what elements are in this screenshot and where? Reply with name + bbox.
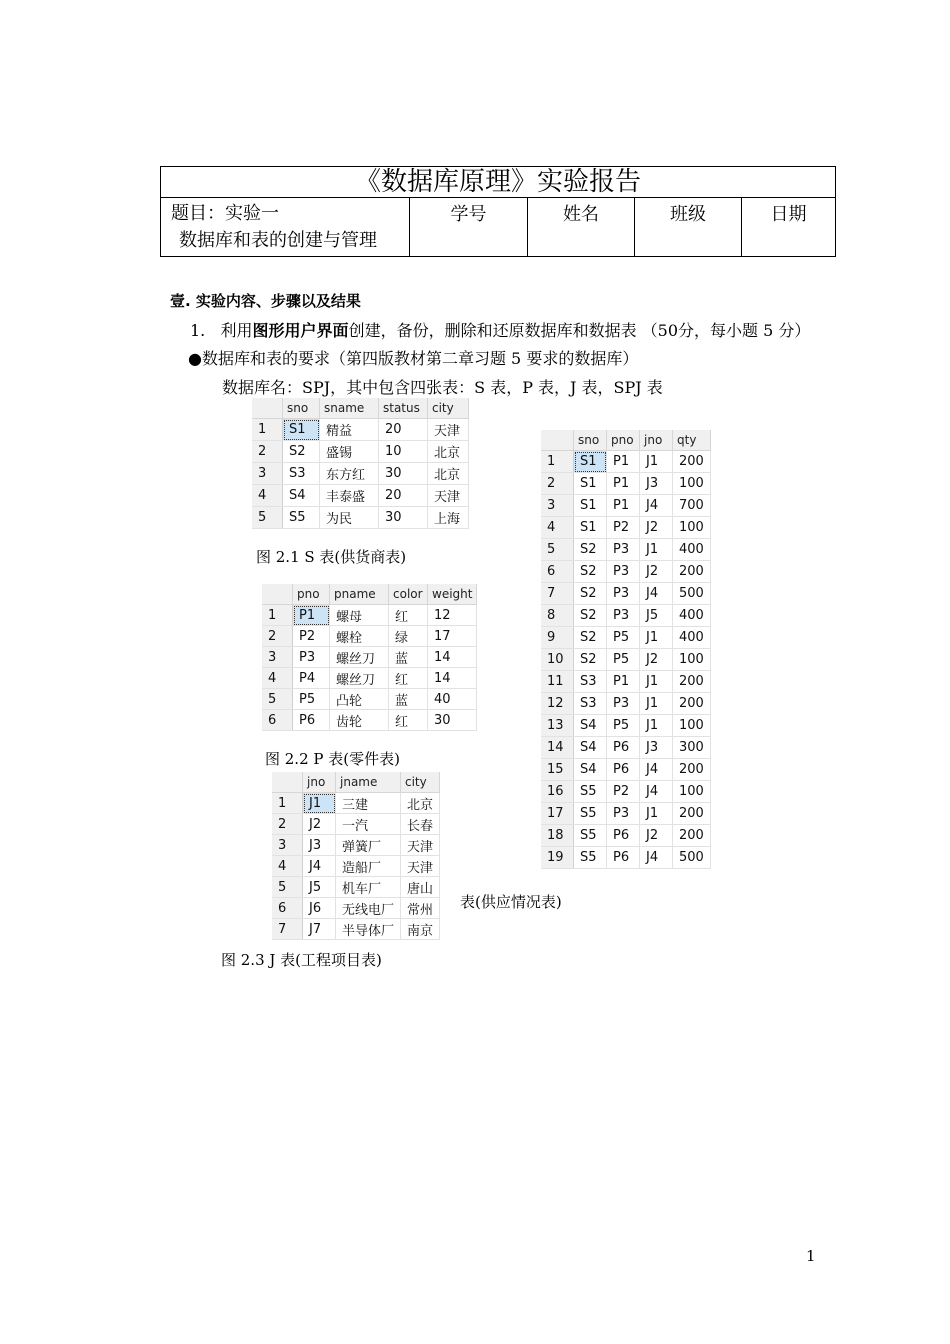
table-cell[interactable]: J5 <box>303 877 336 898</box>
table-cell[interactable]: S4 <box>574 759 607 781</box>
table-cell[interactable]: 红 <box>389 605 428 626</box>
table-cell[interactable]: S4 <box>283 485 320 507</box>
row-number[interactable]: 4 <box>252 485 283 507</box>
column-header-jno[interactable]: jno <box>640 430 673 451</box>
table-cell[interactable]: S5 <box>574 825 607 847</box>
row-number[interactable]: 15 <box>541 759 574 781</box>
table-cell[interactable]: 14 <box>428 647 477 668</box>
table-cell[interactable]: 200 <box>673 693 711 715</box>
table-cell[interactable]: P6 <box>607 847 640 869</box>
item-1-pre: 利用 <box>220 321 253 340</box>
row-number[interactable]: 16 <box>541 781 574 803</box>
topic-line-1: 题目：实验一 <box>171 203 279 224</box>
table-cell[interactable]: S3 <box>574 693 607 715</box>
s-table-grid <box>252 398 469 529</box>
table-cell[interactable]: J1 <box>640 715 673 737</box>
table-cell[interactable]: 螺丝刀 <box>330 647 389 668</box>
grid-corner <box>262 584 293 605</box>
table-row[interactable] <box>541 803 710 825</box>
table-cell[interactable]: S1 <box>574 451 607 473</box>
table-row[interactable] <box>541 451 710 473</box>
table-cell[interactable]: 17 <box>428 626 477 647</box>
table-cell[interactable]: S5 <box>574 781 607 803</box>
page-number: 1 <box>806 1247 816 1265</box>
table-cell[interactable]: 蓝 <box>389 647 428 668</box>
table-cell[interactable]: J1 <box>303 793 336 814</box>
class-label: 班级 <box>634 198 741 256</box>
table-cell[interactable]: J2 <box>640 649 673 671</box>
date-label: 日期 <box>741 198 835 256</box>
table-cell[interactable]: P2 <box>607 517 640 539</box>
table-row[interactable] <box>262 647 477 668</box>
table-row[interactable] <box>541 715 710 737</box>
table-cell[interactable]: J4 <box>640 847 673 869</box>
table-cell[interactable]: P3 <box>607 583 640 605</box>
table-row[interactable] <box>252 419 469 441</box>
column-header-sno[interactable]: sno <box>574 430 607 451</box>
table-cell[interactable]: 东方红 <box>320 463 379 485</box>
grid-corner <box>272 772 303 793</box>
table-cell[interactable]: J2 <box>640 561 673 583</box>
table-cell[interactable]: P4 <box>293 668 330 689</box>
table-row[interactable] <box>272 919 440 940</box>
j-table-caption: 图 2.3 J 表(工程项目表) <box>221 951 382 969</box>
table-cell[interactable]: 100 <box>673 715 711 737</box>
table-cell[interactable]: S5 <box>574 847 607 869</box>
table-cell[interactable]: 红 <box>389 668 428 689</box>
table-cell[interactable]: S5 <box>574 803 607 825</box>
table-cell[interactable]: P6 <box>293 710 330 731</box>
table-cell[interactable]: 造船厂 <box>336 856 401 877</box>
p-table-caption: 图 2.2 P 表(零件表) <box>265 750 400 768</box>
row-number[interactable]: 18 <box>541 825 574 847</box>
table-cell[interactable]: P5 <box>607 649 640 671</box>
table-cell[interactable]: P5 <box>293 689 330 710</box>
table-cell[interactable]: P6 <box>607 737 640 759</box>
table-row[interactable] <box>272 877 440 898</box>
column-header-sname[interactable]: sname <box>320 398 379 419</box>
table-cell[interactable]: P1 <box>607 473 640 495</box>
table-cell[interactable]: J3 <box>640 473 673 495</box>
row-number[interactable]: 9 <box>541 627 574 649</box>
table-cell[interactable]: J1 <box>640 451 673 473</box>
column-header-sno[interactable]: sno <box>283 398 320 419</box>
table-cell[interactable]: 200 <box>673 671 711 693</box>
table-row[interactable] <box>252 463 469 485</box>
row-number[interactable]: 13 <box>541 715 574 737</box>
table-cell[interactable]: 500 <box>673 583 711 605</box>
table-cell[interactable]: J1 <box>640 693 673 715</box>
table-row[interactable] <box>252 441 469 463</box>
table-row[interactable] <box>541 583 710 605</box>
row-number[interactable]: 3 <box>262 647 293 668</box>
row-number[interactable]: 1 <box>252 419 283 441</box>
table-cell[interactable]: 红 <box>389 710 428 731</box>
table-cell[interactable]: 精益 <box>320 419 379 441</box>
table-cell[interactable]: 螺母 <box>330 605 389 626</box>
table-cell[interactable]: P6 <box>607 825 640 847</box>
table-cell[interactable]: J6 <box>303 898 336 919</box>
table-row[interactable] <box>541 495 710 517</box>
table-cell[interactable]: 500 <box>673 847 711 869</box>
table-cell[interactable]: J4 <box>640 583 673 605</box>
table-cell[interactable]: 一汽 <box>336 814 401 835</box>
grid-corner <box>541 430 574 451</box>
column-header-qty[interactable]: qty <box>673 430 711 451</box>
row-number[interactable]: 2 <box>262 626 293 647</box>
table-cell[interactable]: 200 <box>673 803 711 825</box>
row-number[interactable]: 6 <box>272 898 303 919</box>
table-cell[interactable]: J1 <box>640 539 673 561</box>
table-cell[interactable]: 半导体厂 <box>336 919 401 940</box>
table-row[interactable] <box>541 517 710 539</box>
table-row[interactable] <box>541 847 710 869</box>
requirement-bullet: ●数据库和表的要求（第四版教材第二章习题 5 要求的数据库） <box>188 349 639 368</box>
table-row[interactable] <box>541 759 710 781</box>
table-cell[interactable]: 天津 <box>401 856 440 877</box>
table-cell[interactable]: 盛锡 <box>320 441 379 463</box>
table-cell[interactable]: P3 <box>293 647 330 668</box>
table-cell[interactable]: S4 <box>574 715 607 737</box>
row-number[interactable]: 6 <box>262 710 293 731</box>
table-cell[interactable]: 12 <box>428 605 477 626</box>
table-cell[interactable]: S2 <box>574 605 607 627</box>
table-cell[interactable]: J1 <box>640 671 673 693</box>
table-cell[interactable]: 无线电厂 <box>336 898 401 919</box>
table-row[interactable] <box>252 485 469 507</box>
table-cell[interactable]: S3 <box>574 671 607 693</box>
spj-table-caption-partial: 表(供应情况表) <box>460 893 562 911</box>
table-cell[interactable]: J4 <box>640 495 673 517</box>
table-row[interactable] <box>262 689 477 710</box>
table-cell[interactable]: P3 <box>607 539 640 561</box>
row-number[interactable]: 7 <box>541 583 574 605</box>
table-cell[interactable]: 天津 <box>401 835 440 856</box>
table-cell[interactable]: 三建 <box>336 793 401 814</box>
section-heading: 壹. 实验内容、步骤以及结果 <box>170 292 361 310</box>
row-number[interactable]: 6 <box>541 561 574 583</box>
table-cell[interactable]: J2 <box>303 814 336 835</box>
row-number[interactable]: 4 <box>541 517 574 539</box>
row-number[interactable]: 2 <box>252 441 283 463</box>
table-row[interactable] <box>272 898 440 919</box>
row-number[interactable]: 4 <box>262 668 293 689</box>
table-cell[interactable]: J4 <box>303 856 336 877</box>
table-cell[interactable]: P1 <box>293 605 330 626</box>
table-cell[interactable]: 齿轮 <box>330 710 389 731</box>
table-cell[interactable]: S4 <box>574 737 607 759</box>
table-cell[interactable]: 螺丝刀 <box>330 668 389 689</box>
table-cell[interactable]: 南京 <box>401 919 440 940</box>
table-cell[interactable]: 400 <box>673 539 711 561</box>
table-cell[interactable]: 40 <box>428 689 477 710</box>
table-cell[interactable]: 200 <box>673 451 711 473</box>
row-number[interactable]: 1 <box>262 605 293 626</box>
column-header-pno[interactable]: pno <box>607 430 640 451</box>
table-cell[interactable]: 为民 <box>320 507 379 529</box>
table-cell[interactable]: P5 <box>607 627 640 649</box>
j_table-header-row <box>272 772 440 793</box>
table-cell[interactable]: S2 <box>574 649 607 671</box>
table-row[interactable] <box>541 737 710 759</box>
table-cell[interactable]: 100 <box>673 517 711 539</box>
table-cell[interactable]: S1 <box>574 473 607 495</box>
table-cell[interactable]: J4 <box>640 759 673 781</box>
table-cell[interactable]: S5 <box>283 507 320 529</box>
table-cell[interactable]: 400 <box>673 605 711 627</box>
table-cell[interactable]: 400 <box>673 627 711 649</box>
table-cell[interactable]: P3 <box>607 605 640 627</box>
table-row[interactable] <box>272 835 440 856</box>
table-cell[interactable]: 北京 <box>401 793 440 814</box>
table-cell[interactable]: 14 <box>428 668 477 689</box>
row-number[interactable]: 11 <box>541 671 574 693</box>
table-cell[interactable]: J1 <box>640 803 673 825</box>
table-cell[interactable]: 北京 <box>428 463 469 485</box>
table-cell[interactable]: 30 <box>428 710 477 731</box>
table-cell[interactable]: 100 <box>673 781 711 803</box>
report-header-table <box>160 166 836 257</box>
database-line: 数据库名：SPJ，其中包含四张表：S 表，P 表，J 表，SPJ 表 <box>222 378 663 397</box>
table-cell[interactable]: 天津 <box>428 419 469 441</box>
table-cell[interactable]: S2 <box>574 583 607 605</box>
table-row[interactable] <box>541 693 710 715</box>
table-cell[interactable]: P5 <box>607 715 640 737</box>
table-cell[interactable]: 天津 <box>428 485 469 507</box>
table-cell[interactable]: 上海 <box>428 507 469 529</box>
row-number[interactable]: 2 <box>541 473 574 495</box>
table-cell[interactable]: 弹簧厂 <box>336 835 401 856</box>
table-cell[interactable]: 唐山 <box>401 877 440 898</box>
row-number[interactable]: 14 <box>541 737 574 759</box>
table-cell[interactable]: 200 <box>673 759 711 781</box>
column-header-pname[interactable]: pname <box>330 584 389 605</box>
table-cell[interactable]: P1 <box>607 451 640 473</box>
column-header-city[interactable]: city <box>401 772 440 793</box>
table-cell[interactable]: 100 <box>673 473 711 495</box>
table-cell[interactable]: P3 <box>607 561 640 583</box>
item-1-post: 创建，备份，删除和还原数据库和数据表 （50分，每小题 5 分） <box>348 321 811 340</box>
table-row[interactable] <box>541 825 710 847</box>
table-cell[interactable]: 常州 <box>401 898 440 919</box>
table-row[interactable] <box>262 626 477 647</box>
row-number[interactable]: 1 <box>272 793 303 814</box>
table-cell[interactable]: P1 <box>607 495 640 517</box>
item-1-bold: 图形用户界面 <box>252 321 349 340</box>
table-cell[interactable]: J4 <box>640 781 673 803</box>
row-number[interactable]: 19 <box>541 847 574 869</box>
spj_table-header-row <box>541 430 710 451</box>
student-no-label: 学号 <box>409 198 527 256</box>
table-cell[interactable]: P2 <box>293 626 330 647</box>
table-cell[interactable]: S2 <box>574 539 607 561</box>
j-table-grid <box>272 772 440 940</box>
topic-line-2: 数据库和表的创建与管理 <box>179 230 377 251</box>
row-number[interactable]: 5 <box>252 507 283 529</box>
row-number[interactable]: 5 <box>262 689 293 710</box>
column-header-jno[interactable]: jno <box>303 772 336 793</box>
row-number[interactable]: 4 <box>272 856 303 877</box>
table-cell[interactable]: 10 <box>379 441 428 463</box>
table-cell[interactable]: 北京 <box>428 441 469 463</box>
table-cell[interactable]: 机车厂 <box>336 877 401 898</box>
column-header-jname[interactable]: jname <box>336 772 401 793</box>
table-cell[interactable]: S2 <box>574 627 607 649</box>
table-cell[interactable]: J7 <box>303 919 336 940</box>
table-cell[interactable]: 700 <box>673 495 711 517</box>
table-row[interactable] <box>541 473 710 495</box>
table-row[interactable] <box>262 668 477 689</box>
row-number[interactable]: 17 <box>541 803 574 825</box>
row-number[interactable]: 12 <box>541 693 574 715</box>
row-number[interactable]: 2 <box>272 814 303 835</box>
table-row[interactable] <box>541 561 710 583</box>
table-row[interactable] <box>541 605 710 627</box>
row-number[interactable]: 10 <box>541 649 574 671</box>
table-cell[interactable]: 螺栓 <box>330 626 389 647</box>
table-cell[interactable]: J3 <box>640 737 673 759</box>
table-cell[interactable]: P1 <box>607 671 640 693</box>
table-cell[interactable]: 20 <box>379 419 428 441</box>
table-cell[interactable]: J2 <box>640 825 673 847</box>
table-cell[interactable]: P3 <box>607 693 640 715</box>
table-cell[interactable]: J1 <box>640 627 673 649</box>
column-header-color[interactable]: color <box>389 584 428 605</box>
table-cell[interactable]: 30 <box>379 507 428 529</box>
topic-cell <box>161 198 409 256</box>
table-cell[interactable]: 300 <box>673 737 711 759</box>
table-cell[interactable]: P6 <box>607 759 640 781</box>
item-1-number: 1. <box>190 321 206 340</box>
table-cell[interactable]: J3 <box>303 835 336 856</box>
table-cell[interactable]: P3 <box>607 803 640 825</box>
report-header-row <box>161 198 835 256</box>
table-cell[interactable]: 200 <box>673 561 711 583</box>
p_table-header-row <box>262 584 477 605</box>
table-cell[interactable]: J2 <box>640 517 673 539</box>
table-cell[interactable]: P2 <box>607 781 640 803</box>
row-number[interactable]: 8 <box>541 605 574 627</box>
table-cell[interactable]: 100 <box>673 649 711 671</box>
table-cell[interactable]: S1 <box>574 517 607 539</box>
row-number[interactable]: 3 <box>252 463 283 485</box>
column-header-city[interactable]: city <box>428 398 469 419</box>
table-cell[interactable]: 凸轮 <box>330 689 389 710</box>
spj-table-grid <box>541 430 711 869</box>
table-row[interactable] <box>541 671 710 693</box>
table-row[interactable] <box>252 507 469 529</box>
table-cell[interactable]: S1 <box>283 419 320 441</box>
table-row[interactable] <box>541 649 710 671</box>
table-row[interactable] <box>272 793 440 814</box>
row-number[interactable]: 7 <box>272 919 303 940</box>
item-1 <box>190 318 810 341</box>
column-header-pno[interactable]: pno <box>293 584 330 605</box>
table-row[interactable] <box>541 627 710 649</box>
table-cell[interactable]: 长春 <box>401 814 440 835</box>
row-number[interactable]: 3 <box>272 835 303 856</box>
table-cell[interactable]: J5 <box>640 605 673 627</box>
table-row[interactable] <box>272 856 440 877</box>
column-header-status[interactable]: status <box>379 398 428 419</box>
table-cell[interactable]: S2 <box>283 441 320 463</box>
table-cell[interactable]: 绿 <box>389 626 428 647</box>
row-number[interactable]: 1 <box>541 451 574 473</box>
row-number[interactable]: 5 <box>272 877 303 898</box>
table-row[interactable] <box>541 539 710 561</box>
row-number[interactable]: 3 <box>541 495 574 517</box>
table-cell[interactable]: 20 <box>379 485 428 507</box>
table-row[interactable] <box>272 814 440 835</box>
table-cell[interactable]: 蓝 <box>389 689 428 710</box>
table-cell[interactable]: 30 <box>379 463 428 485</box>
table-row[interactable] <box>262 605 477 626</box>
table-cell[interactable]: S3 <box>283 463 320 485</box>
table-cell[interactable]: 丰泰盛 <box>320 485 379 507</box>
table-cell[interactable]: 200 <box>673 825 711 847</box>
name-label: 姓名 <box>527 198 634 256</box>
grid-corner <box>252 398 283 419</box>
table-row[interactable] <box>541 781 710 803</box>
column-header-weight[interactable]: weight <box>428 584 477 605</box>
row-number[interactable]: 5 <box>541 539 574 561</box>
p-table-grid <box>262 584 477 731</box>
s-table-caption: 图 2.1 S 表(供货商表) <box>256 548 407 566</box>
table-cell[interactable]: S2 <box>574 561 607 583</box>
report-title: 《数据库原理》实验报告 <box>161 167 835 198</box>
s_table-header-row <box>252 398 469 419</box>
table-cell[interactable]: S1 <box>574 495 607 517</box>
table-row[interactable] <box>262 710 477 731</box>
